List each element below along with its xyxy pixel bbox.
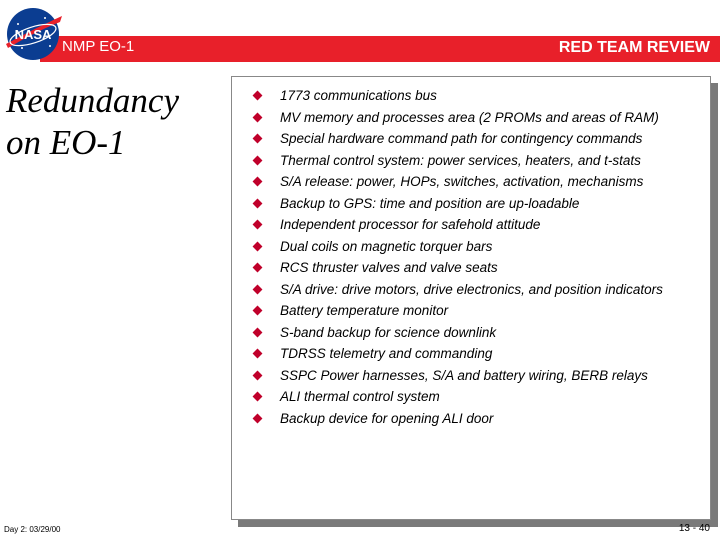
content-box: [231, 76, 711, 520]
diamond-bullet-icon: [253, 306, 263, 316]
diamond-bullet-icon: [253, 327, 263, 337]
list-item: [250, 197, 680, 211]
org-title: NMP EO-1: [62, 38, 135, 55]
list-item: [250, 218, 680, 232]
list-item: [250, 304, 680, 318]
diamond-bullet-icon: [253, 155, 263, 165]
diamond-bullet-icon: [253, 112, 263, 122]
diamond-bullet-icon: [253, 91, 263, 101]
diamond-bullet-icon: [253, 392, 263, 402]
list-item: [250, 111, 680, 125]
bullet-text: S/A drive: drive motors, drive electronics, and position indicators: [280, 281, 663, 297]
slide-title-line1: Redundancy: [6, 81, 179, 120]
list-item: [250, 240, 680, 254]
list-item: [250, 89, 680, 103]
list-item: [250, 175, 680, 189]
diamond-bullet-icon: [253, 241, 263, 251]
nasa-logo-icon: [0, 4, 66, 62]
bullet-text: Backup device for opening ALI door: [280, 410, 494, 426]
bullet-text: 1773 communications bus: [280, 88, 437, 103]
diamond-bullet-icon: [253, 263, 263, 273]
bullet-text: Thermal control system: power services, heaters, and t-stats: [280, 152, 641, 168]
diamond-bullet-icon: [253, 198, 263, 208]
diamond-bullet-icon: [253, 349, 263, 359]
page-number: 13 - 40: [678, 523, 710, 534]
bullet-text: MV memory and processes area (2 PROMs and areas of RAM): [280, 109, 659, 125]
diamond-bullet-icon: [253, 413, 263, 423]
bullet-text: S/A release: power, HOPs, switches, activation, mechanisms: [280, 174, 644, 189]
bullet-text: Independent processor for safehold attitude: [280, 217, 541, 232]
bullet-text: RCS thruster valves and valve seats: [280, 260, 498, 275]
bullet-text: Backup to GPS: time and position are up-loadable: [280, 195, 580, 211]
list-item: [250, 132, 680, 146]
list-item: [250, 369, 680, 383]
bullet-text: Special hardware command path for contingency commands: [280, 131, 643, 146]
bullet-text: ALI thermal control system: [280, 389, 440, 404]
bullet-text: S-band backup for science downlink: [280, 324, 497, 340]
svg-text:NASA: NASA: [14, 27, 52, 42]
diamond-bullet-icon: [253, 220, 263, 230]
list-item: [250, 283, 680, 297]
list-item: [250, 326, 680, 340]
diamond-bullet-icon: [253, 370, 263, 380]
slide-title: [6, 80, 221, 164]
bullet-text: Dual coils on magnetic torquer bars: [280, 238, 493, 254]
list-item: [250, 412, 680, 426]
footer-date: Day 2: 03/29/00: [4, 525, 61, 534]
diamond-bullet-icon: [253, 177, 263, 187]
diamond-bullet-icon: [253, 284, 263, 294]
list-item: [250, 347, 680, 361]
bullet-text: TDRSS telemetry and commanding: [280, 346, 493, 361]
bullet-text: Battery temperature monitor: [280, 303, 449, 318]
bullet-list: [250, 89, 680, 433]
slide-title-line2: on EO-1: [6, 123, 126, 162]
review-title: RED TEAM REVIEW: [558, 39, 710, 56]
diamond-bullet-icon: [253, 134, 263, 144]
list-item: [250, 390, 680, 404]
bullet-text: SSPC Power harnesses, S/A and battery wiring, BERB relays: [280, 367, 648, 383]
list-item: [250, 154, 680, 168]
list-item: [250, 261, 680, 275]
